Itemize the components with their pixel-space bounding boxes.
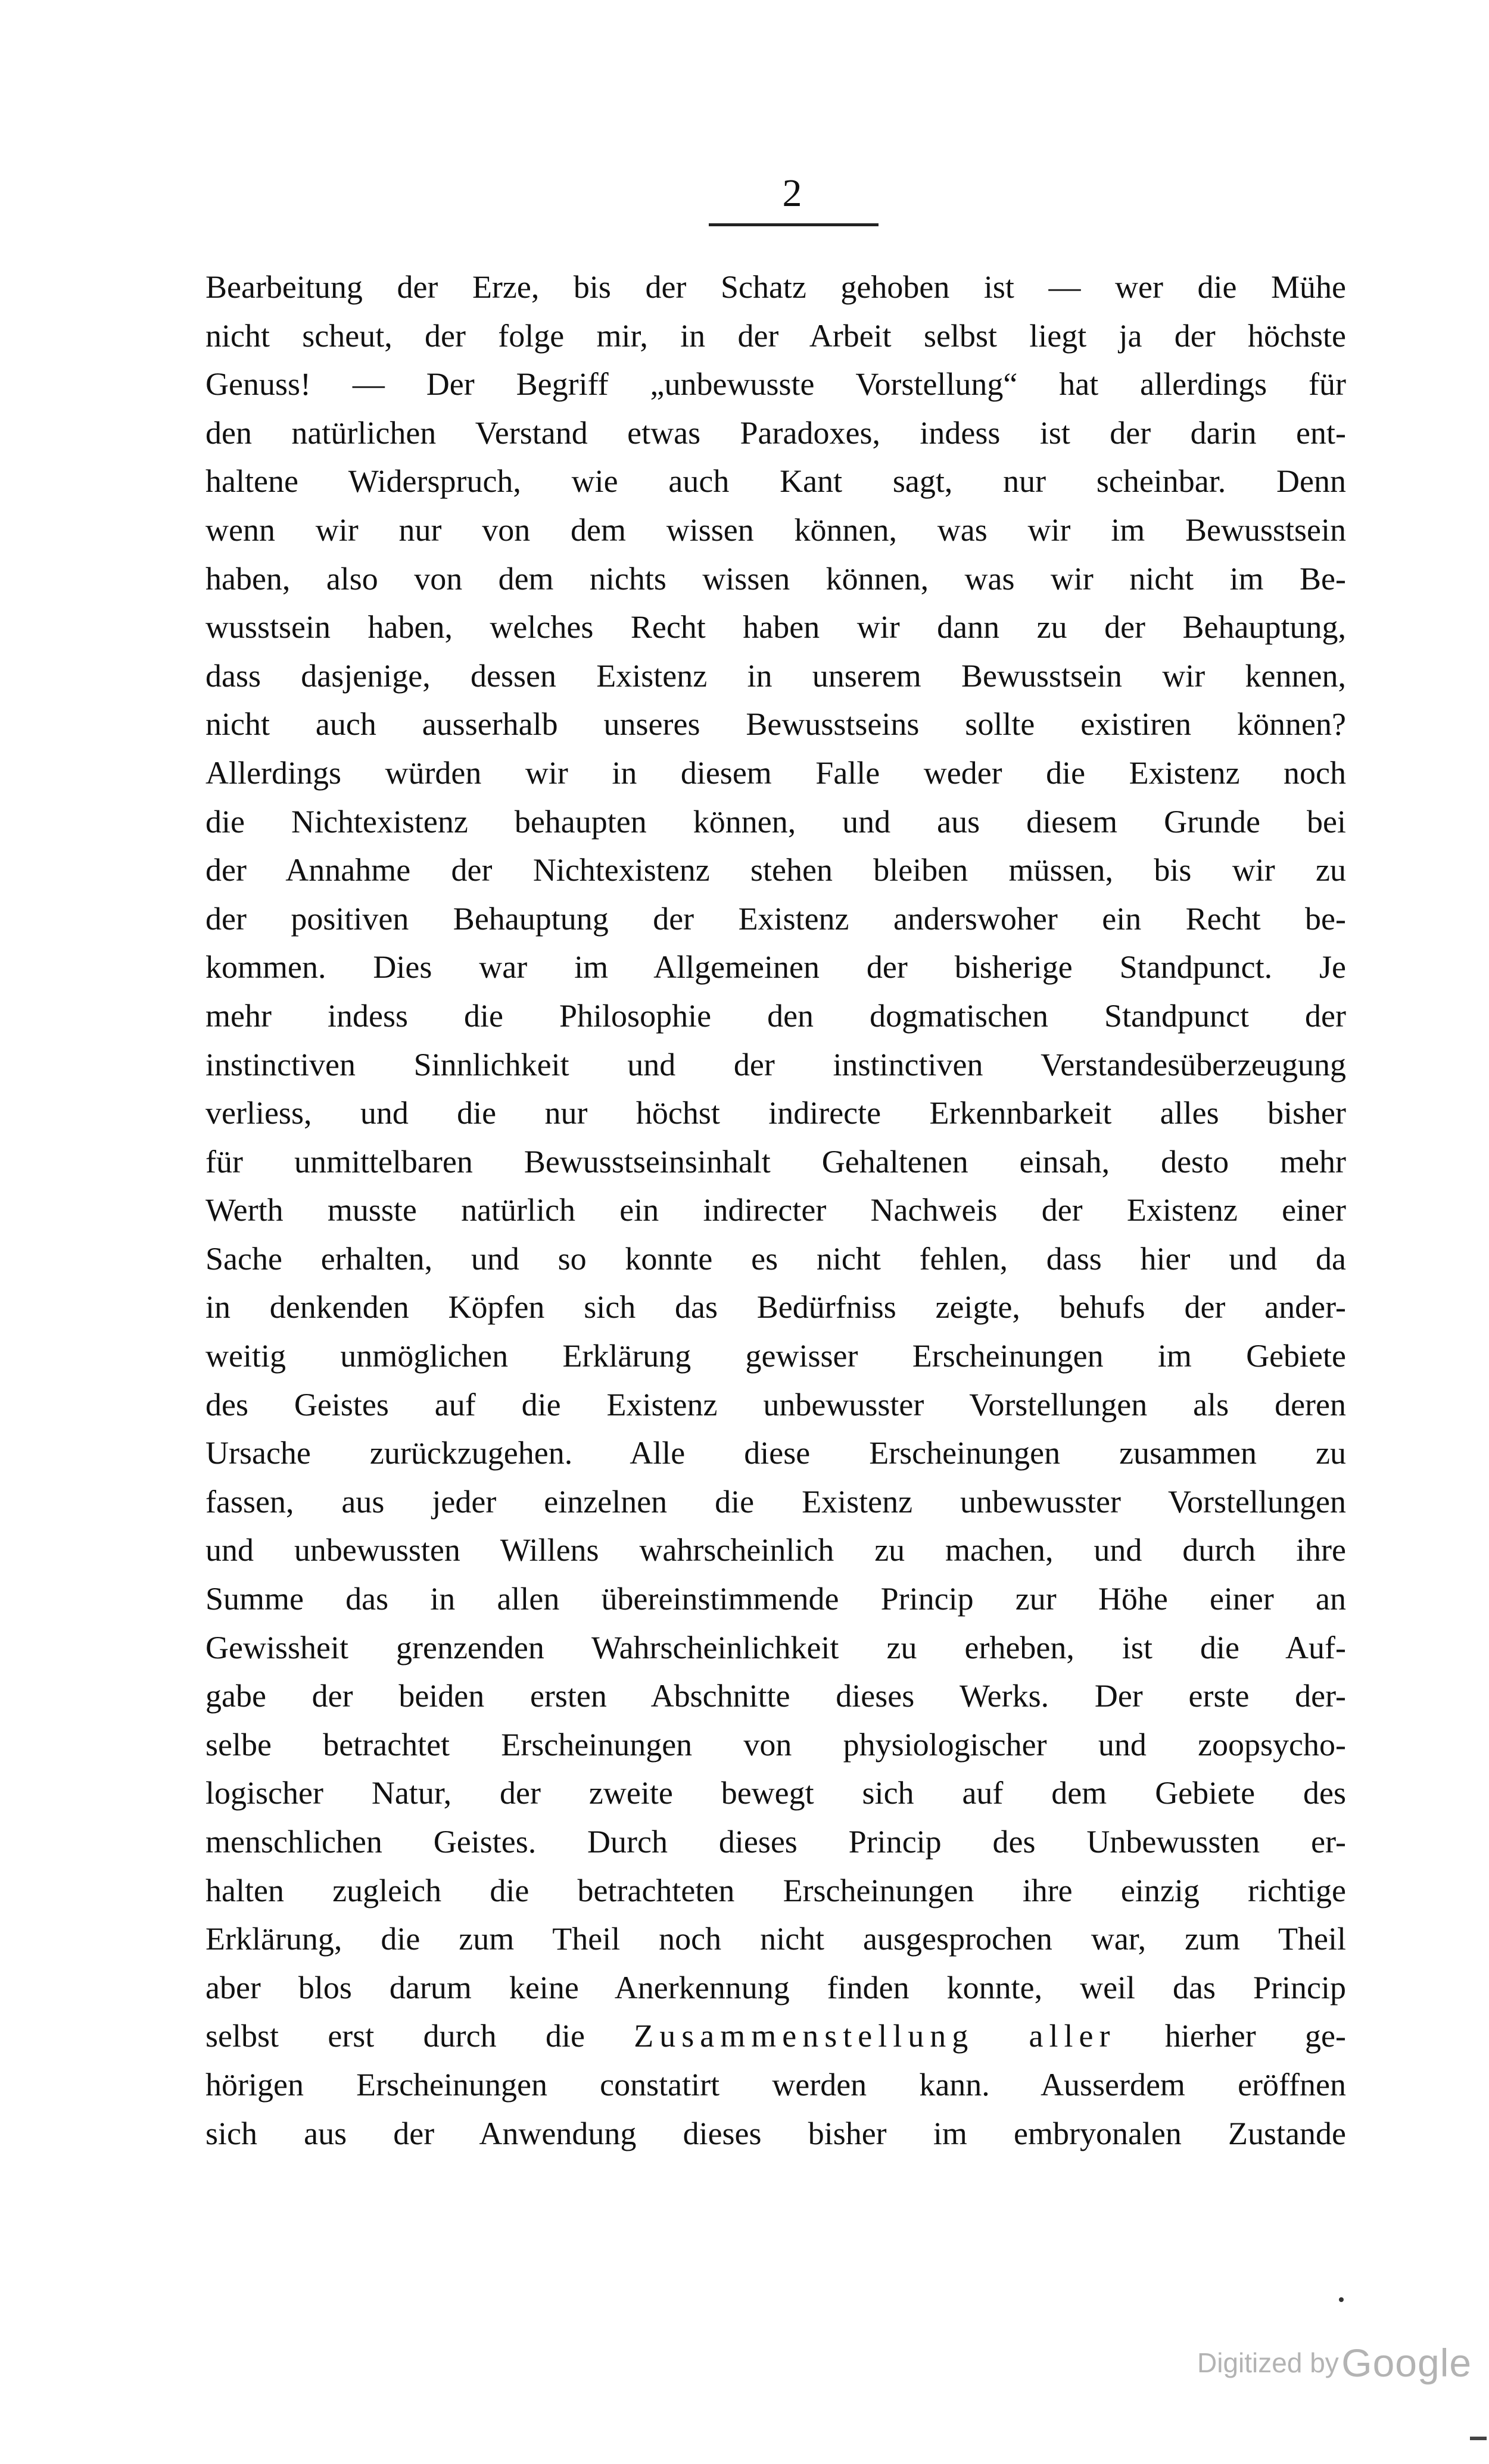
text-line: Genuss! — Der Begriff „unbewusste Vorstellung“ hat allerdings für xyxy=(205,366,1346,403)
text-line: die Nichtexistenz behaupten können, und aus diesem Grunde bei xyxy=(205,803,1346,840)
text-line: haben, also von dem nichts wissen können, was wir nicht im Be- xyxy=(205,560,1346,597)
text-line: nicht auch ausserhalb unseres Bewusstseins sollte existiren können? xyxy=(205,706,1346,743)
text-line: Werth musste natürlich ein indirecter Nachweis der Existenz einer xyxy=(205,1192,1346,1228)
text-line: des Geistes auf die Existenz unbewusster Vorstellungen als deren xyxy=(205,1386,1346,1423)
page-number: 2 xyxy=(782,171,802,215)
text-line: Bearbeitung der Erze, bis der Schatz gehoben ist — wer die Mühe xyxy=(205,269,1346,305)
watermark-brand: Google xyxy=(1341,2341,1472,2385)
text-line: menschlichen Geistes. Durch dieses Princip des Unbewussten er- xyxy=(205,1824,1346,1860)
text-line: wusstsein haben, welches Recht haben wir dann zu der Behauptung, xyxy=(205,609,1346,645)
stray-mark xyxy=(1339,2297,1344,2302)
text-line: sich aus der Anwendung dieses bisher im embryonalen Zustande xyxy=(205,2115,1346,2151)
text-line: logischer Natur, der zweite bewegt sich auf dem Gebiete des xyxy=(205,1775,1346,1811)
text-line: verliess, und die nur höchst indirecte Erkennbarkeit alles bisher xyxy=(205,1095,1346,1131)
body-text xyxy=(205,263,1346,2158)
text-line: weitig unmöglichen Erklärung gewisser Erscheinungen im Gebiete xyxy=(205,1338,1346,1374)
text-line: haltene Widerspruch, wie auch Kant sagt, nur scheinbar. Denn xyxy=(205,463,1346,500)
text-line: der Annahme der Nichtexistenz stehen bleiben müssen, bis wir zu xyxy=(205,852,1346,888)
text-line: kommen. Dies war im Allgemeinen der bisherige Standpunct. Je xyxy=(205,949,1346,985)
text-line: Summe das in allen übereinstimmende Princip zur Höhe einer an xyxy=(205,1581,1346,1617)
text-line: fassen, aus jeder einzelnen die Existenz unbewusster Vorstellungen xyxy=(205,1483,1346,1520)
spaced-line-before: selbst erst durch die xyxy=(205,2018,585,2054)
text-line-spaced xyxy=(205,2012,1346,2061)
text-line: hörigen Erscheinungen constatirt werden kann. Ausserdem eröffnen xyxy=(205,2066,1346,2103)
text-line: Ursache zurückzugehen. Alle diese Erscheinungen zusammen zu xyxy=(205,1435,1346,1471)
text-line: Sache erhalten, und so konnte es nicht fehlen, dass hier und da xyxy=(205,1240,1346,1277)
text-line: für unmittelbaren Bewusstseinsinhalt Gehaltenen einsah, desto mehr xyxy=(205,1143,1346,1180)
text-line: gabe der beiden ersten Abschnitte dieses Werks. Der erste der- xyxy=(205,1678,1346,1714)
text-line: Allerdings würden wir in diesem Falle weder die Existenz noch xyxy=(205,754,1346,791)
text-line: und unbewussten Willens wahrscheinlich zu machen, und durch ihre xyxy=(205,1532,1346,1568)
spaced-emphasis: Zusammenstellung aller xyxy=(634,2018,1116,2054)
edge-mark xyxy=(1470,2437,1487,2440)
text-line: selbe betrachtet Erscheinungen von physiologischer und zoopsycho- xyxy=(205,1726,1346,1763)
text-line: der positiven Behauptung der Existenz anderswoher ein Recht be- xyxy=(205,900,1346,937)
spaced-line-after: hierher ge- xyxy=(1164,2018,1346,2054)
text-line: den natürlichen Verstand etwas Paradoxes, indess ist der darin ent- xyxy=(205,414,1346,451)
text-line: dass dasjenige, dessen Existenz in unserem Bewusstsein wir kennen, xyxy=(205,657,1346,694)
text-line: aber blos darum keine Anerkennung finden konnte, weil das Princip xyxy=(205,1969,1346,2005)
text-line: nicht scheut, der folge mir, in der Arbeit selbst liegt ja der höchste xyxy=(205,317,1346,354)
text-line: halten zugleich die betrachteten Erscheinungen ihre einzig richtige xyxy=(205,1872,1346,1908)
header-rule xyxy=(709,223,879,226)
text-line: wenn wir nur von dem wissen können, was wir im Bewusstsein xyxy=(205,511,1346,548)
text-line: instinctiven Sinnlichkeit und der instinctiven Verstandesüberzeugung xyxy=(205,1046,1346,1083)
digitized-watermark xyxy=(1197,2340,1472,2385)
watermark-prefix: Digitized by xyxy=(1197,2347,1339,2378)
text-line: Erklärung, die zum Theil noch nicht ausgesprochen war, zum Theil xyxy=(205,1921,1346,1957)
text-line: Gewissheit grenzenden Wahrscheinlichkeit zu erheben, ist die Auf- xyxy=(205,1629,1346,1665)
text-line: in denkenden Köpfen sich das Bedürfniss zeigte, behufs der ander- xyxy=(205,1289,1346,1325)
text-line: mehr indess die Philosophie den dogmatischen Standpunct der xyxy=(205,997,1346,1034)
